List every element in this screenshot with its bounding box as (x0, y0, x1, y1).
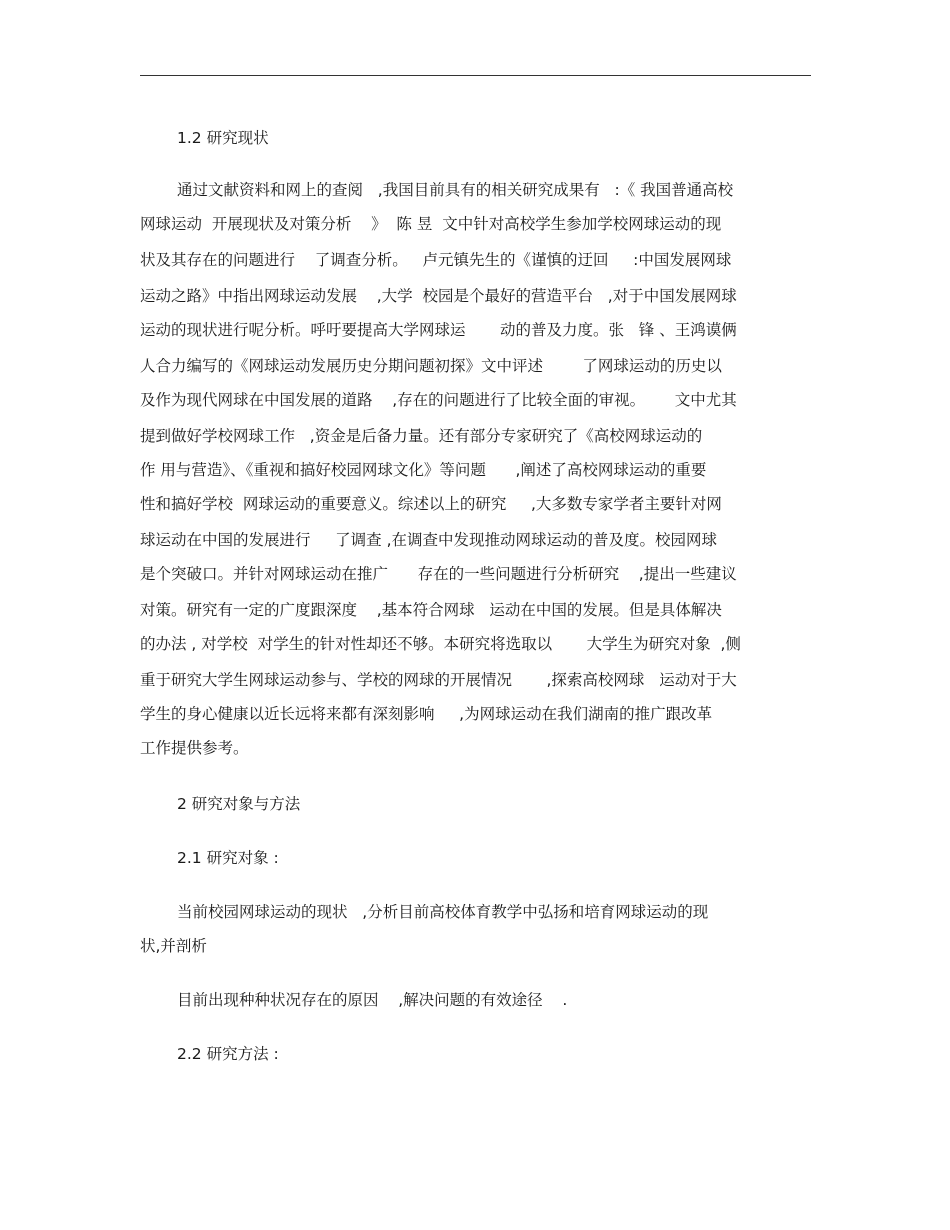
paragraph-line: 运动的现状进行呢分析。呼吁要提高大学网球运 动的普及力度。张 锋 、王鸿谟俩 (140, 321, 737, 339)
paragraph-line: 学生的身心健康以近长远将来都有深刻影响 ,为网球运动在我们湖南的推广跟改革 (140, 705, 713, 723)
paragraph-line: 作 用与营造》、《重视和搞好校园网球文化》等问题 ,阐述了高校网球运动的重要 (140, 461, 707, 479)
paragraph-line: 当前校园网球运动的现状 ,分析目前高校体育教学中弘扬和培育网球运动的现 (177, 903, 709, 921)
paragraph-line: 性和搞好学校 网球运动的重要意义。综述以上的研究 ,大多数专家学者主要针对网 (140, 495, 722, 513)
section-2-2-heading: 2.2 研究方法 : (177, 1045, 279, 1063)
section-2-1-heading: 2.1 研究对象 : (177, 849, 279, 867)
paragraph-line: 及作为现代网球在中国发展的道路 ,存在的问题进行了比较全面的审视。 文中尤其 (140, 391, 737, 409)
paragraph-line: 状,并剖析 (140, 937, 207, 955)
paragraph-line: 通过文献资料和网上的查阅 ,我国目前具有的相关研究成果有 :《 我国普通高校 (177, 181, 734, 199)
section-2-heading: 2 研究对象与方法 (177, 795, 301, 813)
paragraph-line: 工作提供参考。 (140, 739, 249, 757)
paragraph-line: 是个突破口。并针对网球运动在推广 存在的一些问题进行分析研究 ,提出一些建议 (140, 565, 737, 583)
paragraph-line: 提到做好学校网球工作 ,资金是后备力量。还有部分专家研究了《高校网球运动的 (140, 427, 703, 445)
paragraph-line: 的办法 , 对学校 对学生的针对性却还不够。本研究将选取以 大学生为研究对象 ,侧 (140, 635, 741, 653)
paragraph-line: 对策。研究有一定的广度跟深度 ,基本符合网球 运动在中国的发展。但是具体解决 (140, 601, 722, 619)
paragraph-line: 状及其存在的问题进行 了调查分析。 卢元镇先生的《谨慎的迂回 :中国发展网球 (140, 251, 732, 269)
paragraph-line: 网球运动 开展现状及对策分析 》 陈 昱 文中针对高校学生参加学校网球运动的现 (140, 215, 722, 233)
paragraph-line: 人合力编写的《网球运动发展历史分期问题初探》文中评述 了网球运动的历史以 (140, 357, 722, 375)
paragraph-line: 重于研究大学生网球运动参与、学校的网球的开展情况 ,探索高校网球 运动对于大 (140, 671, 737, 689)
section-1-2-heading: 1.2 研究现状 (177, 129, 269, 147)
paragraph-line: 运动之路》中指出网球运动发展 ,大学 校园是个最好的营造平台 ,对于中国发展网球 (140, 287, 737, 305)
header-rule (140, 75, 811, 76)
paragraph-line: 球运动在中国的发展进行 了调查 ,在调查中发现推动网球运动的普及度。校园网球 (140, 531, 717, 549)
paragraph-line: 目前出现种种状况存在的原因 ,解决问题的有效途径 . (177, 991, 568, 1009)
